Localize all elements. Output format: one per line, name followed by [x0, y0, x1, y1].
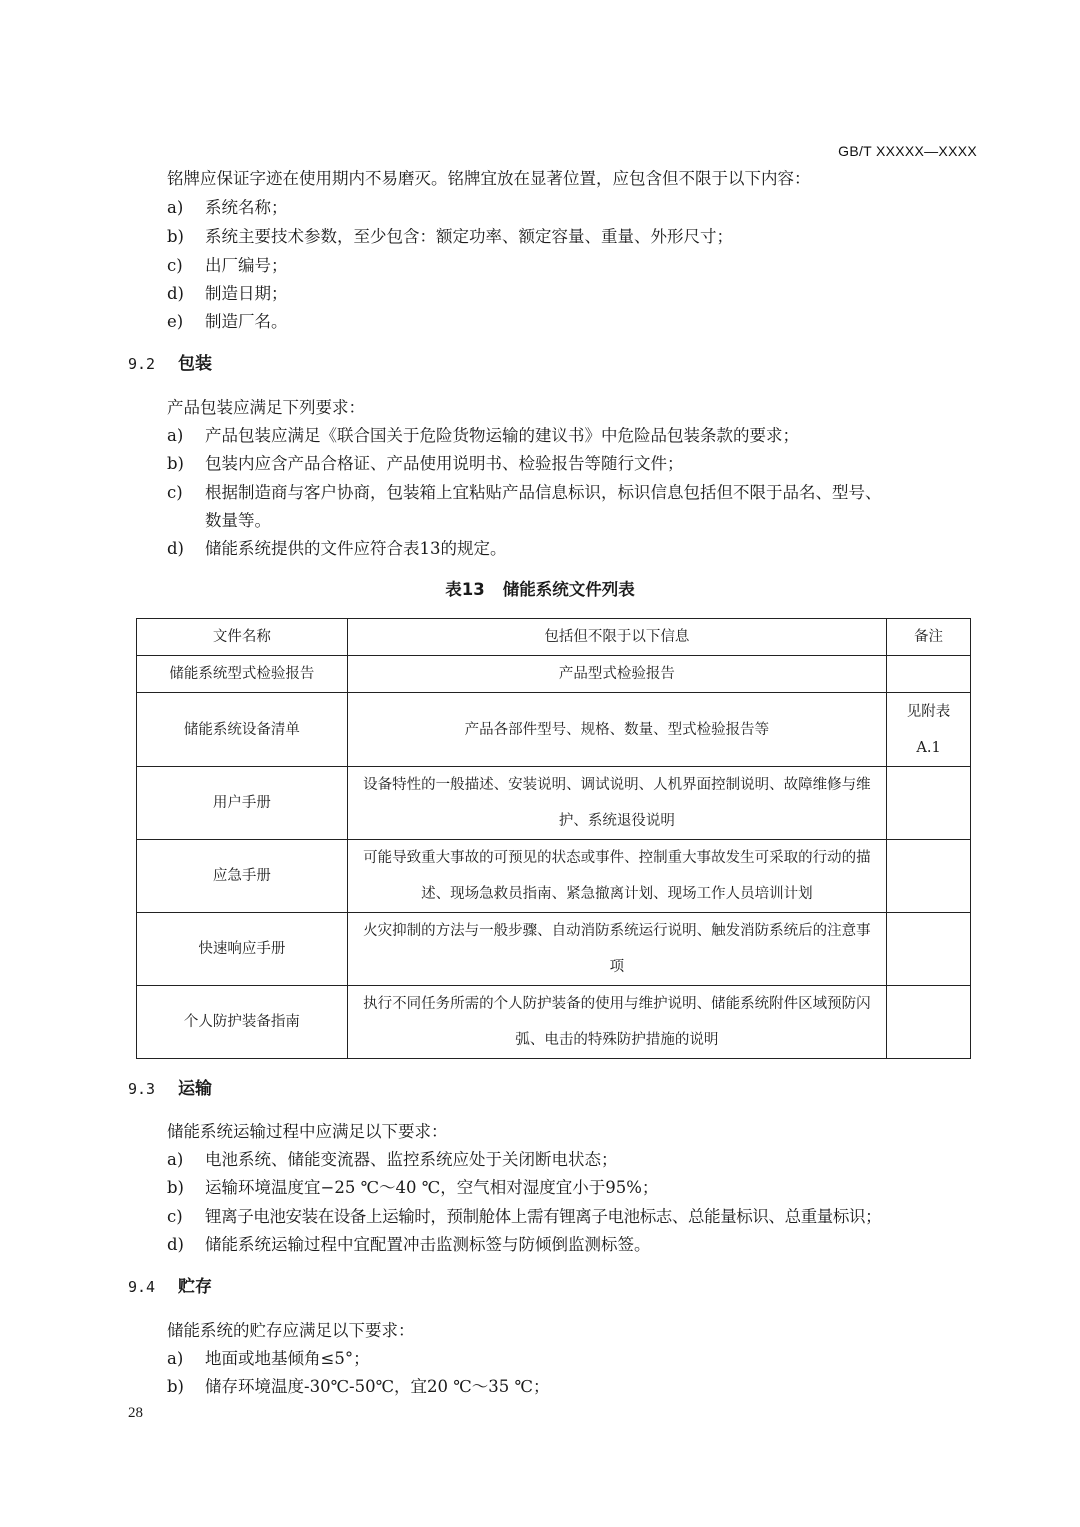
list-item — [167, 453, 684, 475]
list-marker: c) — [167, 256, 183, 275]
cell-doc-info: 设备特性的一般描述、安装说明、调试说明、人机界面控制说明、故障维修与维护、系统退役说明 — [347, 767, 886, 840]
list-marker: a) — [167, 198, 184, 217]
table-row — [137, 656, 971, 693]
list-item — [167, 425, 799, 447]
list-item — [167, 255, 288, 277]
list-text: 出厂编号； — [205, 256, 288, 275]
list-text: 储能系统运输过程中宜配置冲击监测标签与防倾倒监测标签。 — [205, 1235, 651, 1254]
list-marker: d) — [167, 284, 184, 303]
cell-doc-info: 执行不同任务所需的个人防护装备的使用与维护说明、储能系统附件区域预防闪弧、电击的特殊防护措施的说明 — [347, 986, 886, 1059]
list-marker: a) — [167, 1349, 184, 1368]
list-item — [167, 226, 733, 248]
list-text: 根据制造商与客户协商，包装箱上宜粘贴产品信息标识，标识信息包括但不限于品名、型号、 — [205, 483, 882, 502]
table-caption — [0, 579, 1080, 601]
list-item — [167, 482, 882, 504]
cell-doc-note: 见附表A.1 — [887, 693, 971, 767]
list-marker: b) — [167, 227, 184, 246]
list-marker: a) — [167, 1150, 184, 1169]
list-item — [167, 1348, 370, 1370]
column-header-info: 包括但不限于以下信息 — [347, 619, 886, 656]
section-number: 9.2 — [128, 355, 156, 373]
list-item — [167, 197, 288, 219]
column-header-name: 文件名称 — [137, 619, 348, 656]
list-item — [167, 1177, 658, 1199]
list-text: 制造日期； — [205, 284, 288, 303]
page-number: 28 — [128, 1405, 143, 1421]
list-marker: c) — [167, 1207, 183, 1226]
list-text: 产品包装应满足《联合国关于危险货物运输的建议书》中危险品包装条款的要求； — [205, 426, 799, 445]
standard-code-header: GB/T XXXXX—XXXX — [838, 143, 977, 159]
table-row — [137, 840, 971, 913]
list-item — [167, 1234, 651, 1256]
cell-doc-name: 储能系统设备清单 — [137, 693, 348, 767]
list-item — [167, 283, 288, 305]
list-item — [167, 1206, 881, 1228]
list-text: 储能系统提供的文件应符合表13的规定。 — [205, 539, 507, 558]
cell-doc-name: 个人防护装备指南 — [137, 986, 348, 1059]
table-number: 表13 — [445, 580, 485, 599]
table-title: 储能系统文件列表 — [502, 580, 635, 599]
list-text: 储存环境温度-30℃-50℃，宜20 ℃～35 ℃； — [205, 1377, 550, 1396]
cell-doc-note — [887, 913, 971, 986]
list-text: 运输环境温度宜−25 ℃～40 ℃，空气相对湿度宜小于95%； — [205, 1178, 659, 1197]
list-marker: a) — [167, 426, 184, 445]
list-item — [167, 1376, 549, 1398]
list-item — [167, 311, 288, 333]
cell-doc-name: 快速响应手册 — [137, 913, 348, 986]
cell-doc-info: 可能导致重大事故的可预见的状态或事件、控制重大事故发生可采取的行动的描述、现场急救员指南、紧急撤离计划、现场工作人员培训计划 — [347, 840, 886, 913]
table-row — [137, 767, 971, 840]
section-title: 运输 — [178, 1079, 212, 1099]
cell-doc-name: 用户手册 — [137, 767, 348, 840]
cell-doc-note — [887, 656, 971, 693]
cell-doc-note — [887, 767, 971, 840]
table-header-row — [137, 619, 971, 656]
column-header-note: 备注 — [887, 619, 971, 656]
list-text: 系统主要技术参数，至少包含：额定功率、额定容量、重量、外形尺寸； — [205, 227, 733, 246]
cell-doc-name: 储能系统型式检验报告 — [137, 656, 348, 693]
nameplate-paragraph: 铭牌应保证字迹在使用期内不易磨灭。铭牌宜放在显著位置，应包含但不限于以下内容： — [167, 169, 811, 188]
section-number: 9.4 — [128, 1278, 156, 1296]
section-heading-transport — [128, 1078, 212, 1100]
list-marker: c) — [167, 483, 183, 502]
list-marker: e) — [167, 312, 184, 331]
list-marker: b) — [167, 454, 184, 473]
list-text: 电池系统、储能变流器、监控系统应处于关闭断电状态； — [205, 1150, 618, 1169]
section-heading-packaging — [128, 353, 212, 375]
section-lead: 产品包装应满足下列要求： — [167, 398, 365, 417]
section-number: 9.3 — [128, 1080, 156, 1098]
list-text: 系统名称； — [205, 198, 288, 217]
cell-doc-info: 产品型式检验报告 — [347, 656, 886, 693]
cell-doc-note — [887, 840, 971, 913]
list-text-continuation: 数量等。 — [205, 511, 271, 530]
list-marker: b) — [167, 1178, 184, 1197]
list-marker: b) — [167, 1377, 184, 1396]
list-item — [167, 538, 507, 560]
cell-doc-name: 应急手册 — [137, 840, 348, 913]
list-text: 包装内应含产品合格证、产品使用说明书、检验报告等随行文件； — [205, 454, 684, 473]
cell-doc-note — [887, 986, 971, 1059]
section-title: 贮存 — [178, 1277, 212, 1297]
list-text: 地面或地基倾角≤5°； — [205, 1349, 370, 1368]
list-item — [167, 1149, 618, 1171]
section-lead: 储能系统的贮存应满足以下要求： — [167, 1321, 415, 1340]
section-heading-storage — [128, 1276, 212, 1298]
section-lead: 储能系统运输过程中应满足以下要求： — [167, 1122, 448, 1141]
list-marker: d) — [167, 539, 184, 558]
table-row — [137, 693, 971, 767]
cell-doc-info: 火灾抑制的方法与一般步骤、自动消防系统运行说明、触发消防系统后的注意事项 — [347, 913, 886, 986]
cell-doc-info: 产品各部件型号、规格、数量、型式检验报告等 — [347, 693, 886, 767]
table-row — [137, 913, 971, 986]
documents-table — [136, 618, 971, 1059]
section-title: 包装 — [178, 354, 212, 374]
list-text: 制造厂名。 — [205, 312, 288, 331]
list-marker: d) — [167, 1235, 184, 1254]
list-text: 锂离子电池安装在设备上运输时，预制舱体上需有锂离子电池标志、总能量标识、总重量标识； — [205, 1207, 882, 1226]
table-row — [137, 986, 971, 1059]
